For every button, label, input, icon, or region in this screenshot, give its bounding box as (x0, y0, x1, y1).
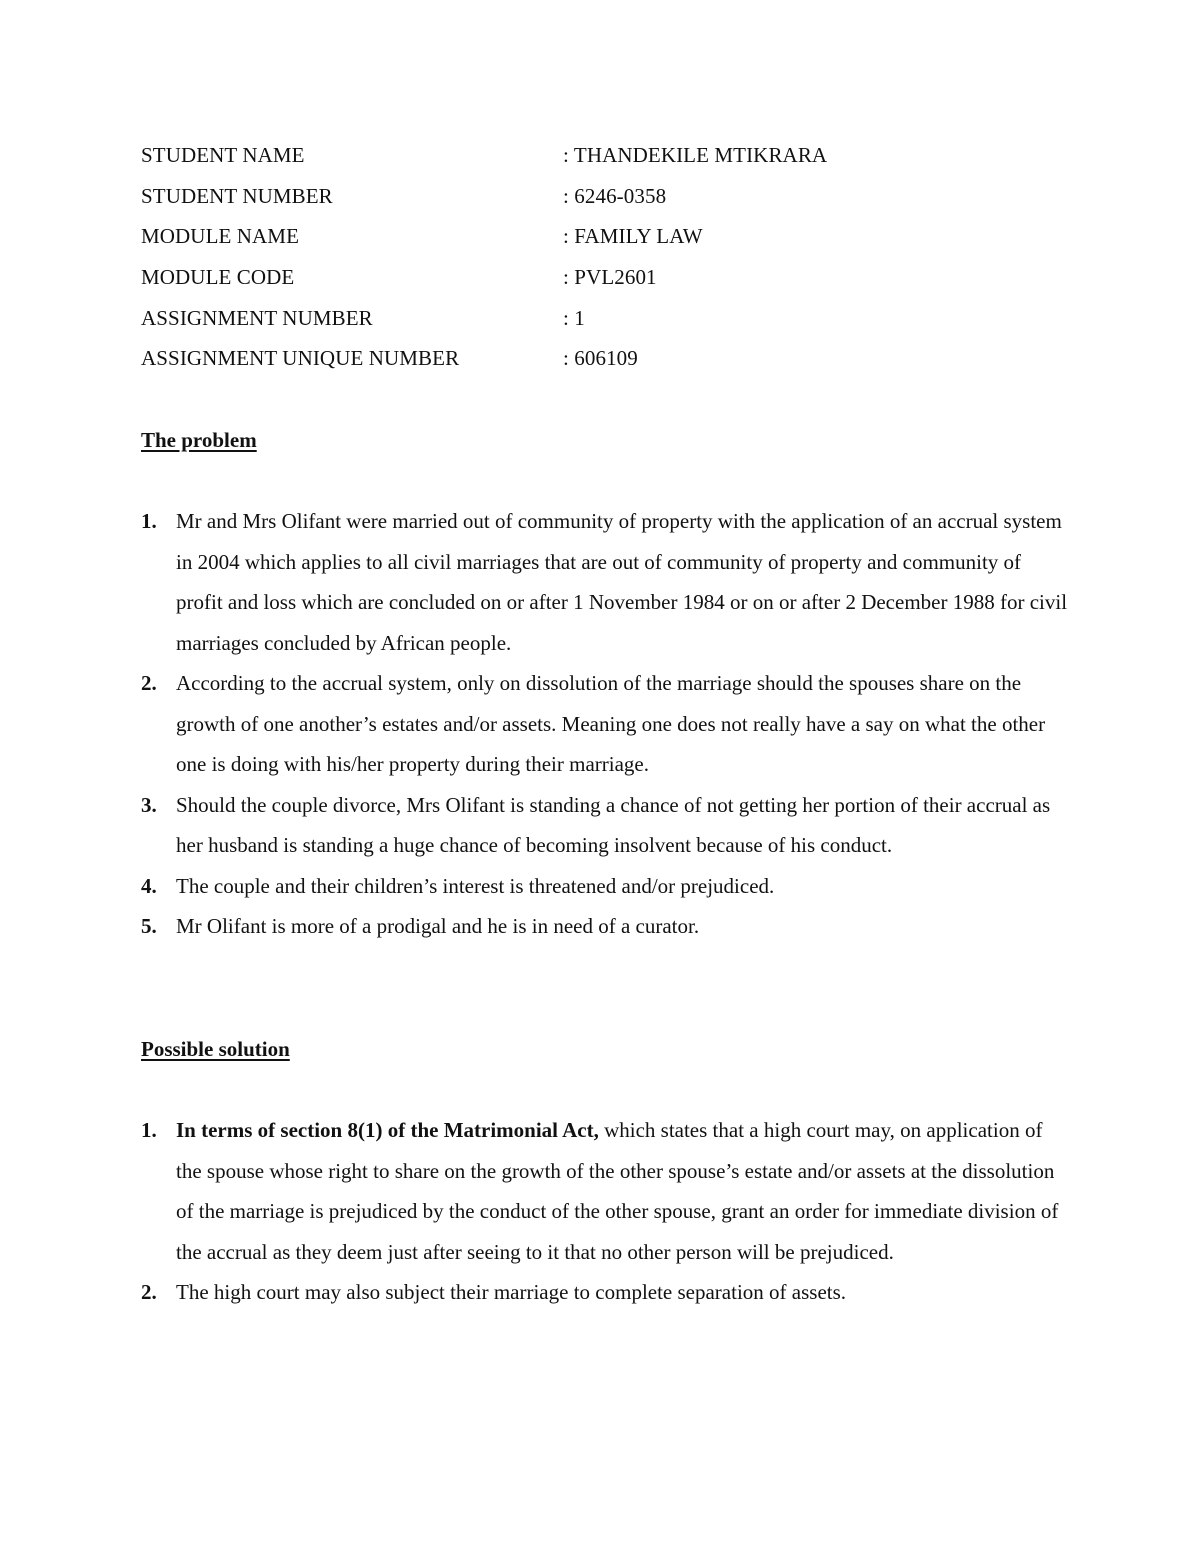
problem-item-2-text: According to the accrual system, only on dissolution of the marriage should the spouses share on the growth of one another’s estates and/or assets. Meaning one does not really have a say on what the other one is doing with his/her property during their marriage. (176, 671, 1046, 776)
module-name-label: MODULE NAME (141, 224, 300, 249)
problem-item-2 (141, 663, 1071, 785)
solution-item-1-lead: In terms of section 8(1) of the Matrimonial Act, (176, 1118, 599, 1142)
problem-item-1-number: 1. (141, 509, 157, 533)
problem-item-1-text: Mr and Mrs Olifant were married out of community of property with the application of an accrual system in 2004 which applies to all civil marriages that are out of community of property and community of profit and loss which are concluded on or after 1 November 1984 or on or after 2 December 1988 for civil marriages concluded by African people. (176, 509, 1068, 655)
problem-item-4-text: The couple and their children’s interest is threatened and/or prejudiced. (176, 873, 775, 898)
problem-item-4-number: 4. (141, 873, 157, 898)
assignment-number-value: : 1 (563, 305, 585, 330)
solution-item-1 (141, 1110, 1071, 1272)
problem-item-4 (141, 866, 1071, 907)
module-code-row (141, 260, 827, 301)
solution-item-1-body (176, 1110, 1071, 1272)
problem-item-1 (141, 501, 1071, 663)
problem-item-3 (141, 785, 1071, 866)
problem-item-5 (141, 906, 1071, 947)
module-name-value: : FAMILY LAW (563, 224, 703, 249)
assignment-unique-number-label: ASSIGNMENT UNIQUE NUMBER (141, 346, 460, 371)
assignment-unique-number-value: : 606109 (563, 346, 638, 371)
student-number-row (141, 179, 827, 220)
solution-item-1-text: which states that a high court may, on application of the spouse whose right to share on the growth of the other spouse’s estate and/or assets at the dissolution of the marriage is prejudiced by the conduct of the other spouse, grant an order for immediate division of the accrual as they deem just after seeing to it that no other person will be prejudiced. (176, 1118, 1059, 1264)
solution-heading: Possible solution (141, 1037, 290, 1061)
solution-item-2-number: 2. (141, 1280, 157, 1304)
assignment-number-row (141, 301, 827, 342)
module-name-row (141, 219, 827, 260)
problem-item-5-number: 5. (141, 914, 157, 938)
solution-item-1-number: 1. (141, 1118, 157, 1142)
problem-item-3-number: 3. (141, 792, 157, 817)
student-number-label: STUDENT NUMBER (141, 183, 333, 208)
assignment-number-label: ASSIGNMENT NUMBER (141, 305, 373, 330)
problem-list (141, 501, 1071, 947)
module-code-label: MODULE CODE (141, 265, 295, 290)
student-info-table (141, 138, 827, 382)
problem-item-3-text: Should the couple divorce, Mrs Olifant is standing a chance of not getting her portion of their accrual as her husband is standing a huge chance of becoming insolvent because of his conduct. (176, 792, 1051, 857)
solution-list (141, 1110, 1071, 1313)
student-name-row (141, 138, 827, 179)
student-number-value: : 6246-0358 (563, 183, 667, 208)
student-name-value: : THANDEKILE MTIKRARA (563, 143, 828, 167)
module-code-value: : PVL2601 (563, 265, 657, 290)
student-name-label: STUDENT NAME (141, 143, 305, 167)
solution-item-2-text: The high court may also subject their marriage to complete separation of assets. (176, 1280, 847, 1304)
problem-item-5-text: Mr Olifant is more of a prodigal and he is in need of a curator. (176, 914, 700, 938)
problem-heading: The problem (141, 428, 257, 452)
assignment-unique-number-row (141, 341, 827, 382)
solution-item-2 (141, 1272, 1071, 1313)
problem-item-2-number: 2. (141, 671, 157, 695)
